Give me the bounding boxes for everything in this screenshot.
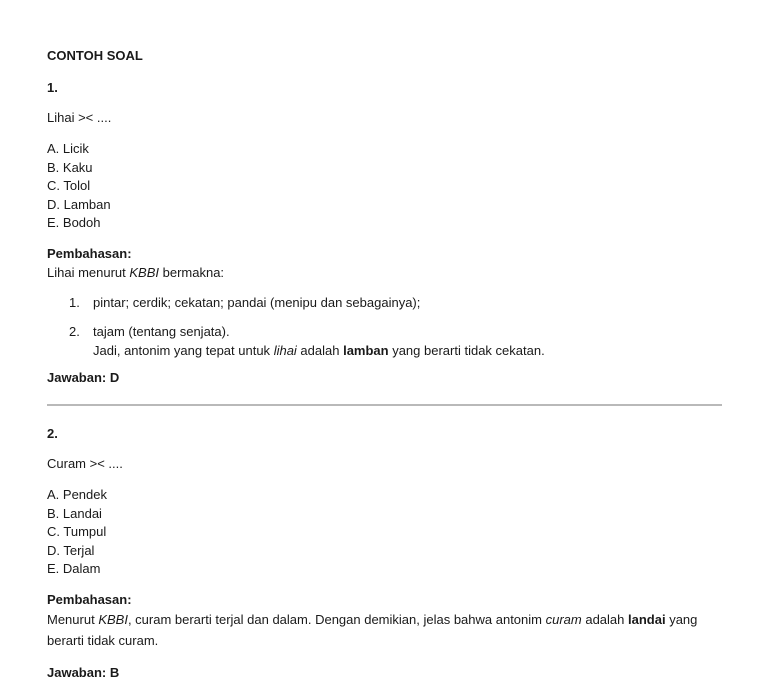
meaning-text: tajam (tentang senjata). [93, 323, 230, 339]
question-stem: Lihai >< .... [47, 110, 112, 125]
pembahasan-intro [47, 263, 722, 283]
meaning-block [93, 322, 545, 360]
text-pre: Menurut [47, 611, 99, 627]
intro-emphasis: KBBI [129, 264, 160, 280]
option-e: E. Bodoh [47, 215, 101, 231]
option-c: C. Tolol [47, 178, 91, 194]
pembahasan-label: Pembahasan: [47, 591, 132, 607]
option-e: E. Dalam [47, 561, 101, 577]
answer-key: Jawaban: D [47, 369, 120, 385]
conclusion-strong: lamban [343, 342, 389, 358]
conclusion-emphasis: lihai [273, 342, 297, 358]
intro-text: Lihai menurut [47, 264, 130, 280]
text-mid: , curam berarti terjal dan dalam. Dengan demikian, jelas bahwa antonim [127, 611, 546, 627]
answer-key: Jawaban: B [47, 664, 120, 680]
conclusion-mid: adalah [296, 342, 344, 358]
question-number: 2. [47, 425, 58, 441]
meaning-list [47, 293, 722, 360]
meaning-number: 1. [69, 294, 80, 310]
meaning-item [47, 293, 722, 312]
pembahasan-label: Pembahasan: [47, 245, 132, 261]
conclusion-pre: Jadi, antonim yang tepat untuk [93, 342, 274, 358]
text-post: yang berarti tidak curam. [47, 611, 698, 648]
pembahasan-text [47, 609, 722, 651]
text-emphasis: curam [545, 611, 582, 627]
section-divider [47, 404, 722, 406]
text-mid: adalah [581, 611, 628, 627]
meaning-text: pintar; cerdik; cekatan; pandai (menipu dan sebagainya); [93, 294, 421, 310]
meaning-item [47, 322, 722, 360]
answer-options [47, 140, 722, 233]
answer-options [47, 486, 722, 579]
option-d: D. Terjal [47, 542, 95, 558]
page-heading: CONTOH SOAL [47, 48, 143, 63]
question-2 [47, 426, 722, 681]
meaning-number: 2. [69, 323, 80, 339]
option-b: B. Kaku [47, 159, 93, 175]
option-a: A. Pendek [47, 486, 107, 502]
conclusion-text [93, 341, 545, 360]
intro-text-end: bermakna: [159, 264, 225, 280]
text-emphasis: KBBI [98, 611, 128, 627]
question-number: 1. [47, 80, 58, 95]
question-stem: Curam >< .... [47, 455, 123, 471]
option-a: A. Licik [47, 141, 89, 156]
option-c: C. Tumpul [47, 524, 107, 540]
option-b: B. Landai [47, 505, 102, 521]
text-strong: landai [628, 611, 666, 627]
option-d: D. Lamban [47, 196, 111, 212]
conclusion-post: yang berarti tidak cekatan. [388, 342, 545, 358]
question-1 [47, 80, 722, 386]
